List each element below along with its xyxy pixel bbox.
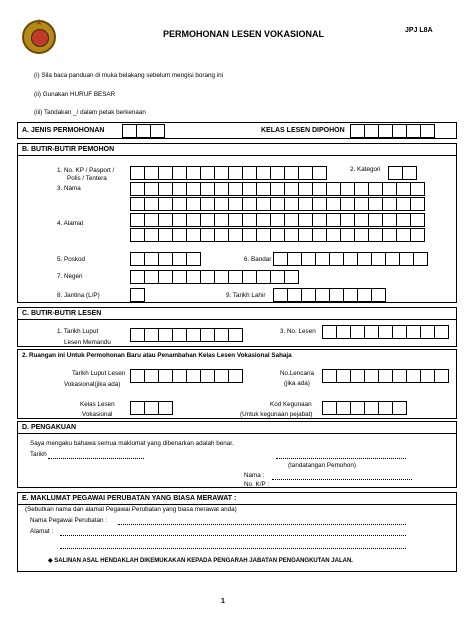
- footer-note-text: SALINAN ASAL HENDAKLAH DIKEMUKAKAN KEPADA PENGARAH JABATAN PENGANGKUTAN JALAN.: [54, 558, 353, 564]
- section-c-title: C. BUTIR-BUTIR LESEN: [17, 307, 457, 320]
- section-e-title: E. MAKLUMAT PEGAWAI PERUBATAN YANG BIASA MERAWAT :: [17, 492, 457, 505]
- d-nama-label: Nama :: [244, 472, 265, 479]
- nama-row-2[interactable]: [130, 197, 424, 211]
- nl-label-2: (jika ada): [284, 380, 310, 387]
- form-title: PERMOHONAN LESEN VOKASIONAL: [163, 29, 325, 39]
- signature-field[interactable]: [276, 458, 406, 459]
- declaration-text: Saya mengaku bahawa semua maklumat yang dibenarkan adalah benar.: [30, 440, 234, 447]
- kk-label-2: (Untuk kegunaan pejabat): [240, 411, 313, 418]
- instruction-1: (i) Sila baca panduan di muka belakang sebelum mengisi borang ini: [34, 72, 224, 79]
- tarikh-lahir-boxes[interactable]: [273, 288, 385, 302]
- tarikh-lahir-label: 9. Tarikh Lahir: [226, 292, 266, 299]
- tarikh-field[interactable]: [48, 458, 144, 459]
- bandar-label: 6. Bandar: [244, 256, 272, 263]
- e-alamat-field-1[interactable]: [60, 535, 406, 536]
- e-sub: (Sebutkan nama dan alamat Pegawai Perubatan yang biasa merawat anda): [25, 506, 237, 513]
- negeri-label: 7. Negeri: [57, 273, 83, 280]
- alamat-row-2[interactable]: [130, 228, 424, 242]
- e-alamat-label: Alamat :: [30, 528, 54, 535]
- jenis-boxes[interactable]: [122, 124, 164, 138]
- signature-label: (tandatangan Pemohon): [288, 462, 356, 469]
- jpj-logo: ★: [22, 20, 56, 54]
- kp-label-2: Polis / Tentera: [67, 175, 107, 182]
- kategori-boxes[interactable]: [388, 166, 416, 180]
- luput-label: 1. Tarikh Luput: [57, 328, 99, 335]
- footer-note: [48, 557, 353, 565]
- section-b-title: B. BUTIR-BUTIR PEMOHON: [17, 143, 457, 156]
- kk-label-1: Kod Kegunaan: [270, 401, 312, 408]
- tarikh-label: Tarikh: [30, 451, 47, 458]
- nolesen-label: 3. No. Lesen: [280, 328, 316, 335]
- kk-boxes[interactable]: [322, 401, 406, 415]
- luput-boxes[interactable]: [130, 328, 242, 342]
- form-code: JPJ L8A: [405, 27, 433, 34]
- jantina-box[interactable]: [130, 288, 144, 302]
- nama-label: 3. Nama: [57, 185, 81, 192]
- alamat-label: 4. Alamat: [57, 220, 84, 227]
- e-nama-field[interactable]: [118, 524, 406, 525]
- nl-label-1: No.Lencana: [280, 370, 314, 377]
- jantina-label: 8. Jantina (L/P): [57, 292, 100, 299]
- nama-row-1[interactable]: [130, 182, 424, 196]
- kl-boxes[interactable]: [130, 401, 172, 415]
- poskod-boxes[interactable]: [130, 252, 200, 266]
- kp-boxes[interactable]: [130, 166, 326, 180]
- section-d-title: D. PENGAKUAN: [17, 421, 457, 434]
- kategori-label: 2. Kategori: [350, 166, 381, 173]
- nl-boxes[interactable]: [322, 369, 448, 383]
- poskod-label: 5. Poskod: [57, 256, 86, 263]
- kp-label: 1. No. KP / Pasport /: [57, 167, 115, 174]
- luput-label-2: Lesen Memandu: [64, 339, 111, 346]
- tl-label-2: Vokasional(jika ada): [64, 381, 121, 388]
- tl-label-1: Tarikh Luput Lesen: [72, 370, 126, 377]
- kelas-label: KELAS LESEN DIPOHON: [261, 127, 345, 134]
- instruction-3: (iii) Tandakan _/ dalam petak berkenaan: [34, 109, 146, 116]
- negeri-boxes[interactable]: [130, 270, 298, 284]
- alamat-row-1[interactable]: [130, 213, 424, 227]
- bandar-boxes[interactable]: [273, 252, 427, 266]
- section-a-title: A. JENIS PERMOHONAN: [22, 127, 105, 134]
- kl-label-2: Vokasional: [82, 411, 113, 418]
- kl-label-1: Kelas Lesen: [80, 401, 115, 408]
- instruction-2: (ii) Gunakan HURUF BESAR: [34, 91, 116, 98]
- page-number: 1: [221, 598, 225, 605]
- d-nama-field[interactable]: [272, 479, 412, 480]
- kelas-boxes[interactable]: [350, 124, 434, 138]
- tl-boxes[interactable]: [130, 369, 242, 383]
- d-nokp-label: No. K/P :: [244, 481, 270, 488]
- e-alamat-field-2[interactable]: [60, 548, 406, 549]
- section-2-title: 2. Ruangan ini Untuk Permohonan Baru atau Penambahan Kelas Lesen Vokasional Sahaja: [22, 352, 292, 359]
- d-nokp-field[interactable]: [278, 487, 412, 488]
- bullet-icon: ◆: [48, 558, 55, 564]
- e-nama-label: Nama Pegawai Perubatan :: [30, 517, 108, 524]
- nolesen-boxes[interactable]: [322, 325, 448, 339]
